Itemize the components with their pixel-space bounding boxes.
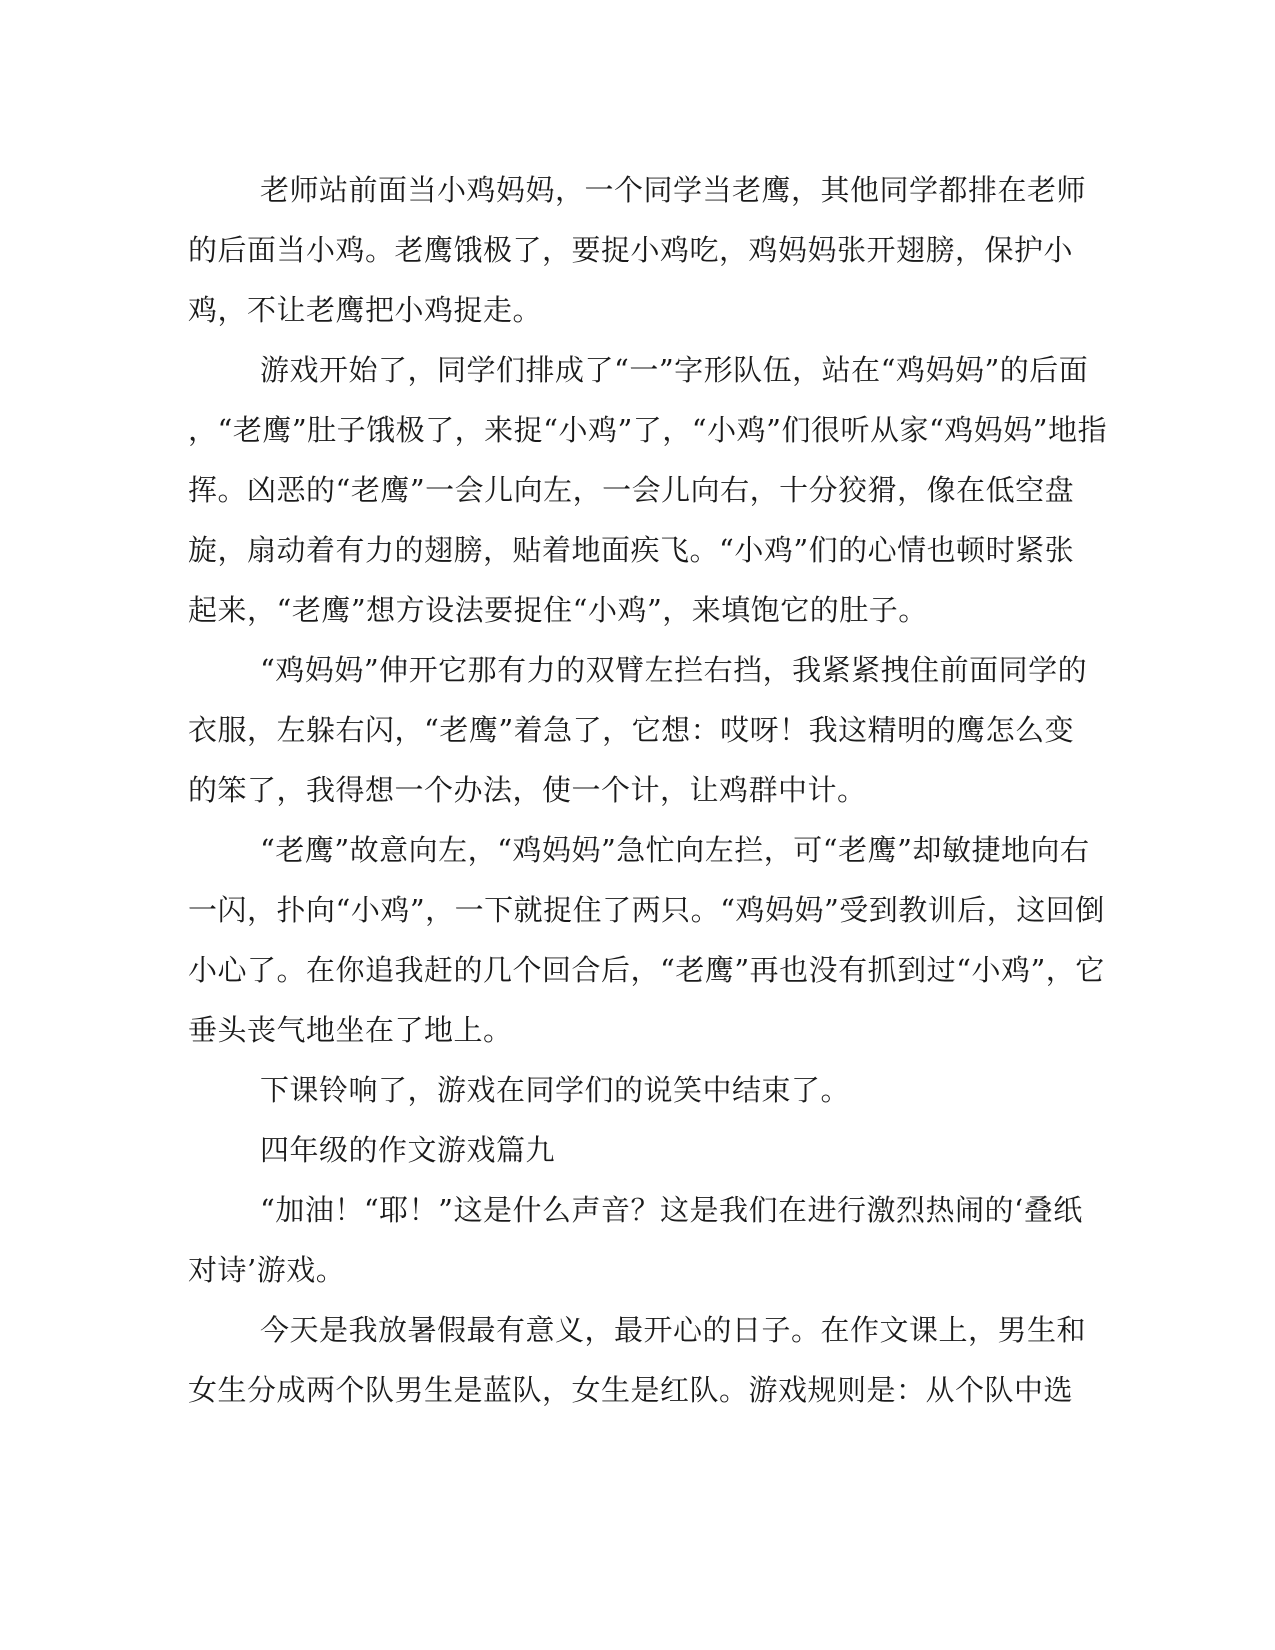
text-line: 的后面当小鸡。老鹰饿极了，要捉小鸡吃，鸡妈妈张开翅膀，保护小	[188, 233, 1074, 267]
text-line: 旋，扇动着有力的翅膀，贴着地面疾飞。“小鸡”们的心情也顿时紧张	[188, 533, 1075, 567]
paragraph-2	[188, 340, 1108, 640]
text-line: 老师站前面当小鸡妈妈，一个同学当老鹰，其他同学都排在老师	[260, 173, 1087, 207]
text-line: “加油！“耶！”这是什么声音？这是我们在进行激烈热闹的‘叠纸	[260, 1193, 1083, 1227]
text-line: 挥。凶恶的“老鹰”一会儿向左，一会儿向右，十分狡猾，像在低空盘	[188, 473, 1075, 507]
text-line: 下课铃响了，游戏在同学们的说笑中结束了。	[260, 1073, 851, 1107]
heading-line: 四年级的作文游戏篇九	[260, 1133, 556, 1167]
text-line: 女生分成两个队男生是蓝队，女生是红队。游戏规则是：从个队中选	[188, 1373, 1074, 1407]
text-line: 衣服，左躲右闪，“老鹰”着急了，它想：哎呀！我这精明的鹰怎么变	[188, 713, 1075, 747]
paragraph-5	[188, 1060, 1088, 1120]
text-line: 鸡，不让老鹰把小鸡捉走。	[188, 293, 543, 327]
text-line: 对诗’游戏。	[188, 1253, 346, 1287]
text-line: 今天是我放暑假最有意义，最开心的日子。在作文课上，男生和	[260, 1313, 1087, 1347]
section-heading	[188, 1120, 1088, 1180]
paragraph-4	[188, 820, 1105, 1060]
text-line: 一闪，扑向“小鸡”，一下就捉住了两只。“鸡妈妈”受到教训后，这回倒	[188, 893, 1105, 927]
text-line: 起来，“老鹰”想方设法要捉住“小鸡”，来填饱它的肚子。	[188, 593, 928, 627]
essay-body	[188, 160, 1108, 1420]
text-line: 的笨了，我得想一个办法，使一个计，让鸡群中计。	[188, 773, 867, 807]
text-line: “老鹰”故意向左，“鸡妈妈”急忙向左拦，可“老鹰”却敏捷地向右	[260, 833, 1090, 867]
paragraph-3	[188, 640, 1088, 820]
text-line: ，“老鹰”肚子饿极了，来捉“小鸡”了，“小鸡”们很听从家“鸡妈妈”地指	[188, 413, 1108, 447]
text-line: “鸡妈妈”伸开它那有力的双臂左拦右挡，我紧紧拽住前面同学的	[260, 653, 1088, 687]
paragraph-8	[188, 1300, 1088, 1420]
text-line: 小心了。在你追我赶的几个回合后，“老鹰”再也没有抓到过“小鸡”，它	[188, 953, 1105, 987]
text-line: 游戏开始了，同学们排成了“一”字形队伍，站在“鸡妈妈”的后面	[260, 353, 1089, 387]
text-line: 垂头丧气地坐在了地上。	[188, 1013, 513, 1047]
paragraph-7	[188, 1180, 1088, 1300]
paragraph-1	[188, 160, 1088, 340]
